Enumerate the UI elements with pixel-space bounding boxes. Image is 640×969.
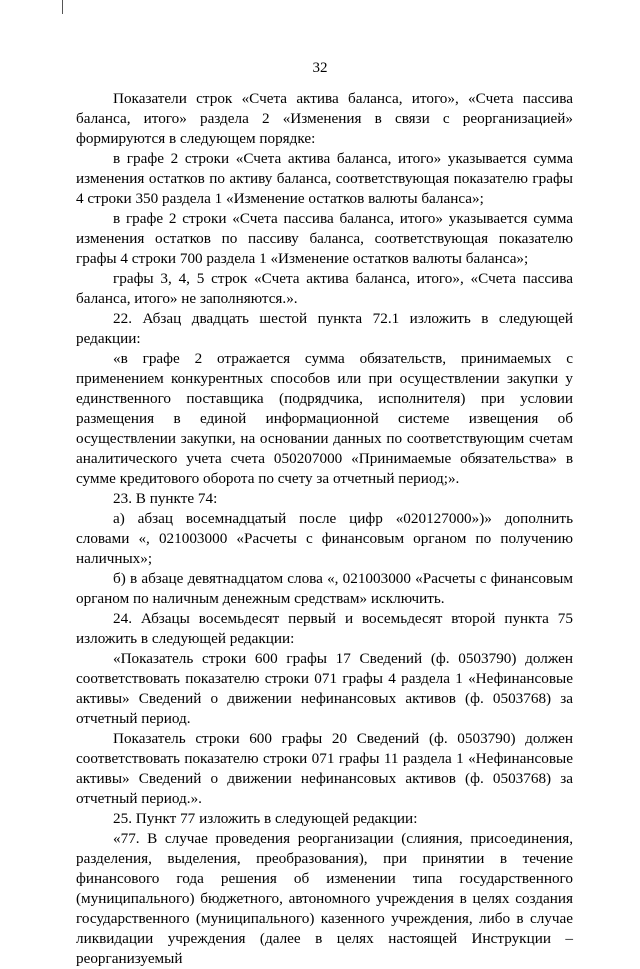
paragraph-4: графы 3, 4, 5 строк «Счета актива баланса, итого», «Счета пассива баланса, итого» не заполняются.». xyxy=(76,270,573,307)
paragraph-7: 23. В пункте 74: xyxy=(113,490,218,507)
paragraph-3: в графе 2 строки «Счета пассива баланса, итого» указывается сумма изменения остатков по пассиву баланса, соответствующая показателю графы 4 строки 700 раздела 1 «Изменение остатков валюты баланса»; xyxy=(76,210,573,267)
paragraph-14: «77. В случае проведения реорганизации (слияния, присоединения, разделения, выделения, преобразования), при принятии в течение финансового года решения об изменении типа государственного (муниципального) бюджетного, автономного учреждения в целях создания государственного (муниципального) казенного учреждения, либо в случае ликвидации учреждения (далее в целях настоящей Инструкции – реорганизуемый xyxy=(76,830,573,967)
paragraph-6: «в графе 2 отражается сумма обязательств, принимаемых с применением конкурентных способов или при осуществлении закупки у единственного поставщика (подрядчика, исполнителя) при условии размещения в единой информационной системе извещения об осуществлении закупки, на основании данных по соответствующим счетам аналитического учета счета 050207000 «Принимаемые обязательства» в сумме кредитового оборота по счету за отчетный период;». xyxy=(76,350,573,487)
paragraph-2: в графе 2 строки «Счета актива баланса, итого» указывается сумма изменения остатков по активу баланса, соответствующая показателю графы 4 строки 350 раздела 1 «Изменение остатков валюты баланса»; xyxy=(76,150,573,207)
paragraph-13: 25. Пункт 77 изложить в следующей редакции: xyxy=(113,810,418,827)
paragraph-11: «Показатель строки 600 графы 17 Сведений (ф. 0503790) должен соответствовать показателю строки 071 графы 4 раздела 1 «Нефинансовые активы» Сведений о движении нефинансовых активов (ф. 0503768) за отчетный период. xyxy=(76,650,573,727)
paragraph-12: Показатель строки 600 графы 20 Сведений (ф. 0503790) должен соответствовать показателю строки 071 графы 11 раздела 1 «Нефинансовые активы» Сведений о движении нефинансовых активов (ф. 0503768) за отчетный период.». xyxy=(76,730,573,807)
paragraph-9: б) в абзаце девятнадцатом слова «, 021003000 «Расчеты с финансовым органом по наличным денежным средствам» исключить. xyxy=(76,570,573,607)
paragraph-8: а) абзац восемнадцатый после цифр «020127000»)» дополнить словами «, 021003000 «Расчеты с финансовым органом по получению наличных»; xyxy=(76,510,573,567)
document-body xyxy=(76,89,573,969)
paragraph-1: Показатели строк «Счета актива баланса, итого», «Счета пассива баланса, итого» раздела 2 «Изменения в связи с реорганизацией» формируются в следующем порядке: xyxy=(76,90,573,147)
scan-corner-mark xyxy=(62,0,63,14)
paragraph-10: 24. Абзацы восемьдесят первый и восемьдесят второй пункта 75 изложить в следующей редакции: xyxy=(76,610,573,647)
page-number: 32 xyxy=(312,60,328,76)
paragraph-5: 22. Абзац двадцать шестой пункта 72.1 изложить в следующей редакции: xyxy=(76,310,573,347)
